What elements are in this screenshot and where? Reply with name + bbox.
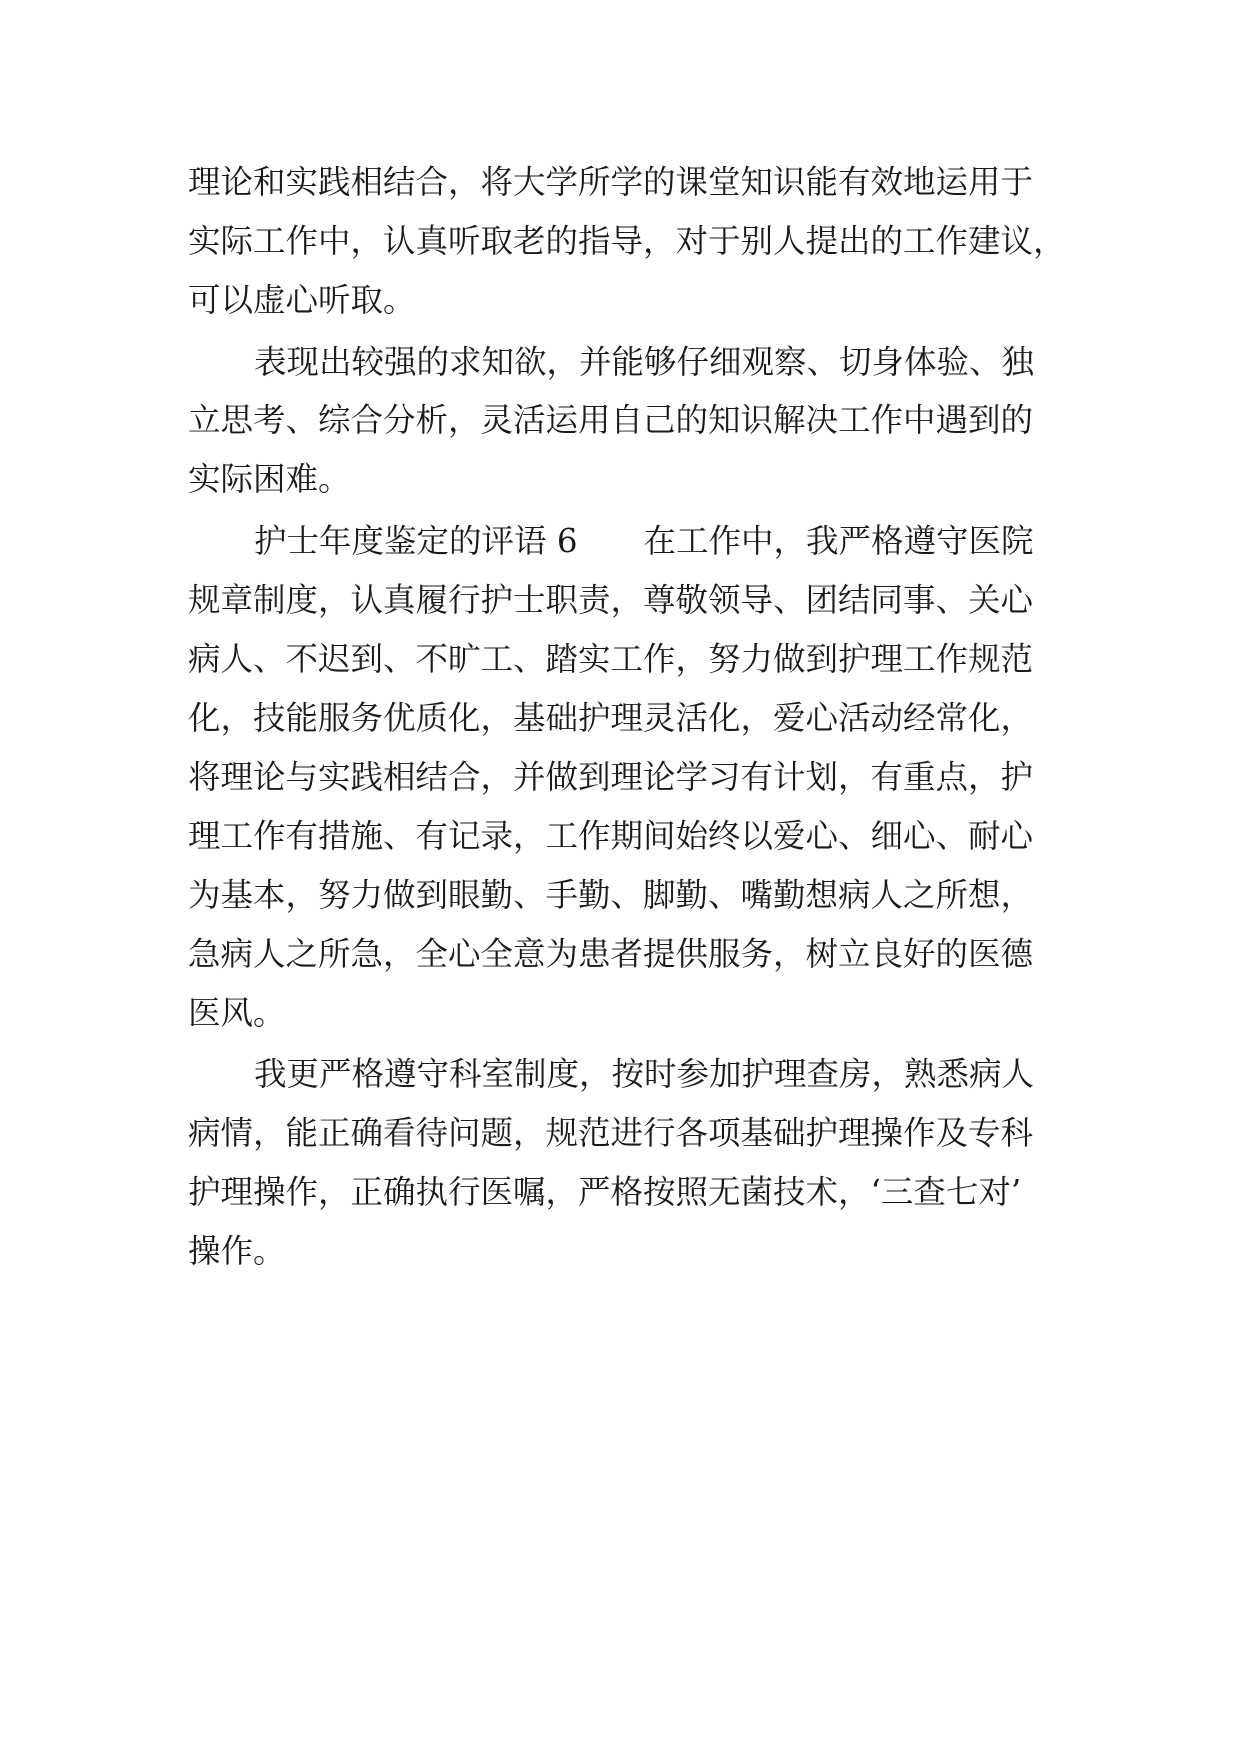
text-line: 我更严格遵守科室制度，按时参加护理查房，熟悉病人: [254, 1055, 1035, 1093]
text-line: 立思考、综合分析，灵活运用自己的知识解决工作中遇到的: [188, 401, 1034, 439]
text-line: 病人、不迟到、不旷工、踏实工作，努力做到护理工作规范: [188, 640, 1034, 678]
text-line: 理工作有措施、有记录，工作期间始终以爱心、细心、耐心: [188, 817, 1034, 855]
text-line: 规章制度，认真履行护士职责，尊敬领导、团结同事、关心: [188, 581, 1034, 619]
text-line: 实际困难。: [188, 460, 351, 498]
text-line: 急病人之所急，全心全意为患者提供服务，树立良好的医德: [188, 935, 1034, 973]
section-heading: 护士年度鉴定的评语 6: [254, 522, 578, 560]
text-line: 护理操作，正确执行医嘱，严格按照无菌技术，‘三查七对’: [188, 1173, 1022, 1211]
text-line: 化，技能服务优质化，基础护理灵活化，爱心活动经常化，: [188, 699, 1034, 737]
text-line: 表现出较强的求知欲，并能够仔细观察、切身体验、独: [254, 343, 1035, 381]
text-line-continuation: 在工作中，我严格遵守医院: [643, 522, 1034, 560]
text-line: 操作。: [188, 1232, 286, 1270]
text-line: 理论和实践相结合，将大学所学的课堂知识能有效地运用于: [188, 163, 1034, 201]
text-line: 医风。: [188, 994, 286, 1032]
text-line: 病情，能正确看待问题，规范进行各项基础护理操作及专科: [188, 1114, 1034, 1152]
section-heading-line: [254, 512, 1068, 570]
text-line: 将理论与实践相结合，并做到理论学习有计划，有重点，护: [188, 758, 1034, 796]
text-line: 为基本，努力做到眼勤、手勤、脚勤、嘴勤想病人之所想，: [188, 876, 1034, 914]
text-line: 可以虚心听取。: [188, 281, 416, 319]
text-line: 实际工作中，认真听取老的指导，对于别人提出的工作建议，: [188, 222, 1066, 260]
